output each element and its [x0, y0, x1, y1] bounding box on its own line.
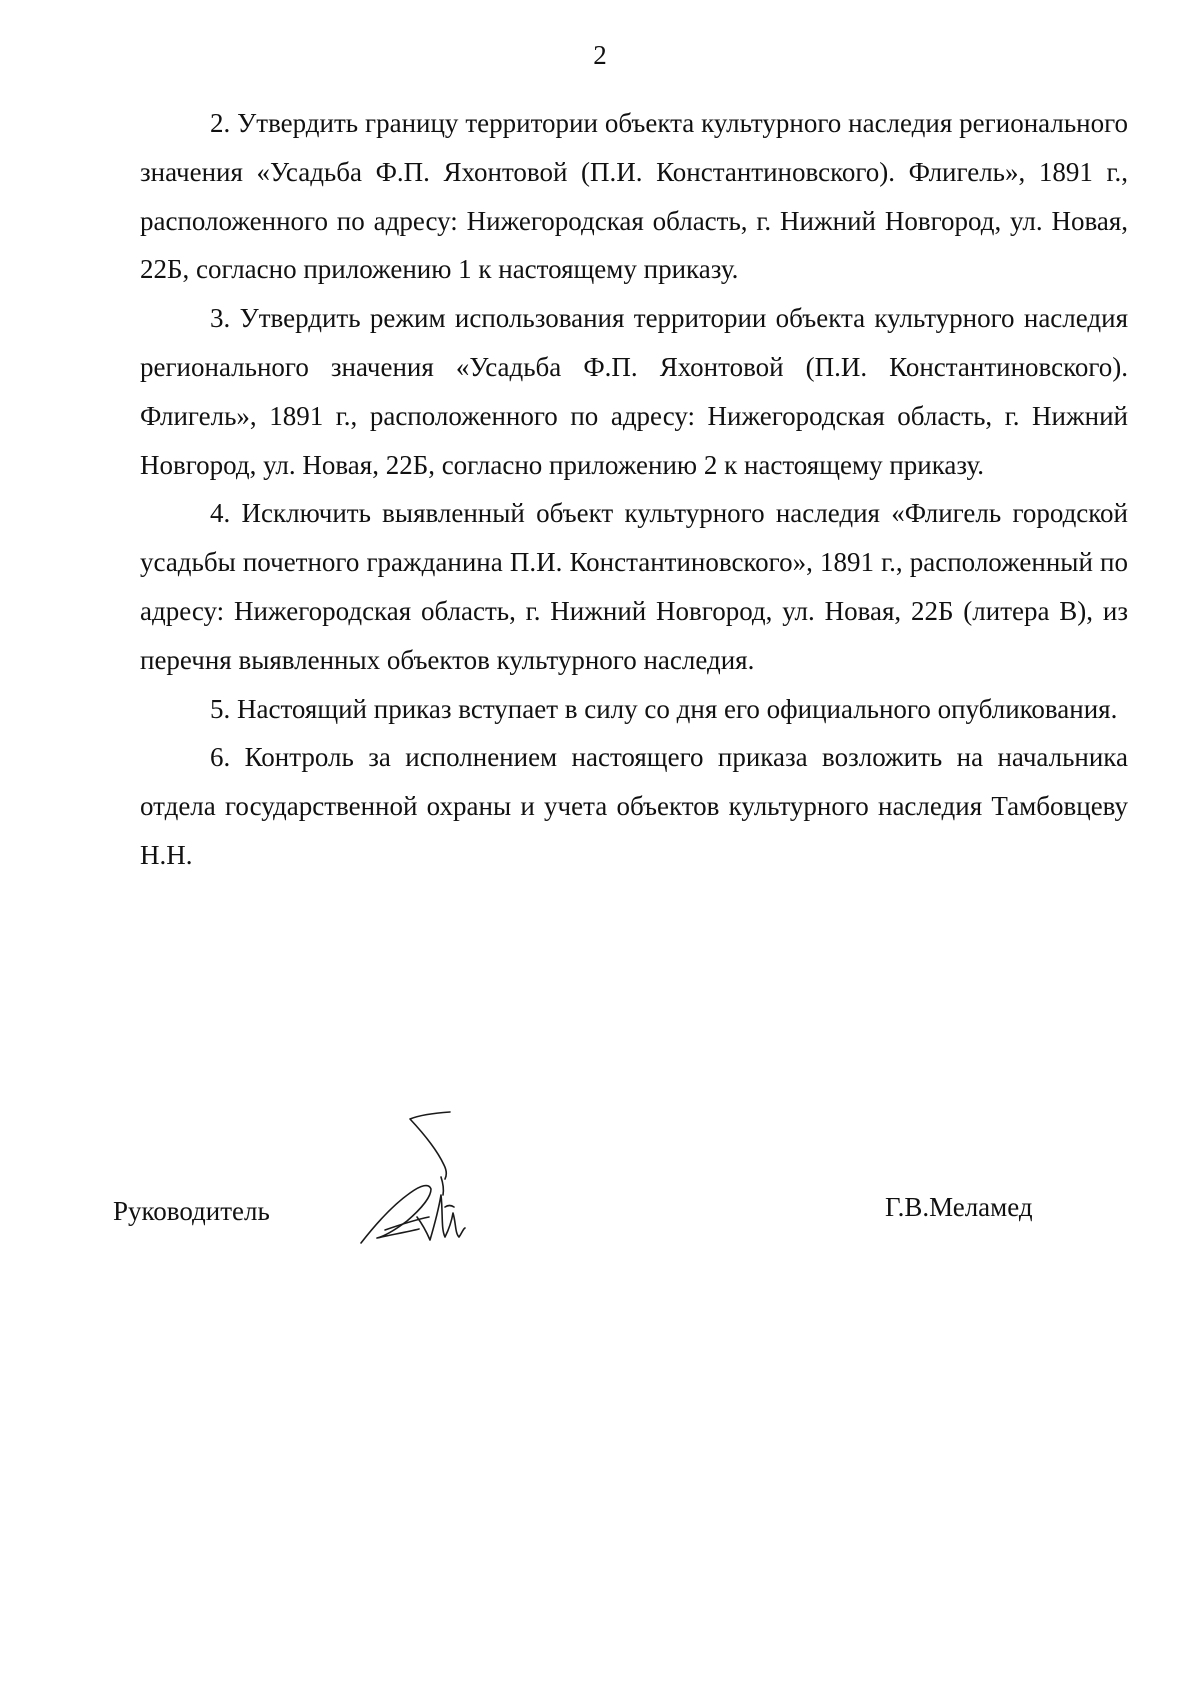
signatory-position: Руководитель — [113, 1196, 270, 1226]
page-number: 2 — [593, 40, 607, 70]
document-body — [140, 99, 1128, 880]
handwritten-signature-icon — [355, 1095, 505, 1245]
paragraph-6: 6. Контроль за исполнением настоящего приказа возложить на начальника отдела государственной охраны и учета объектов культурного наследия Тамбовцеву Н.Н. — [140, 742, 1128, 870]
signature-block — [0, 1095, 1200, 1245]
paragraph-2: 2. Утвердить границу территории объекта культурного наследия регионального значения «Усадьба Ф.П. Яхонтовой (П.И. Константиновского). Флигель», 1891 г., расположенного по адресу: Нижегородская область, г. Нижний Новгород, ул. Новая, 22Б, согласно приложению 1 к настоящему приказу. — [140, 108, 1128, 285]
paragraph-4: 4. Исключить выявленный объект культурного наследия «Флигель городской усадьбы почетного гражданина П.И. Константиновского», 1891 г., расположенный по адресу: Нижегородская область, г. Нижний Новгород, ул. Новая, 22Б (литера В), из перечня выявленных объектов культурного наследия. — [140, 498, 1128, 675]
signatory-name: Г.В.Меламед — [885, 1192, 1033, 1222]
paragraph-3: 3. Утвердить режим использования территории объекта культурного наследия регионального значения «Усадьба Ф.П. Яхонтовой (П.И. Константиновского). Флигель», 1891 г., расположенного по адресу: Нижегородская область, г. Нижний Новгород, ул. Новая, 22Б, согласно приложению 2 к настоящему приказу. — [140, 303, 1128, 480]
paragraph-5: 5. Настоящий приказ вступает в силу со дня его официального опубликования. — [210, 693, 1118, 724]
